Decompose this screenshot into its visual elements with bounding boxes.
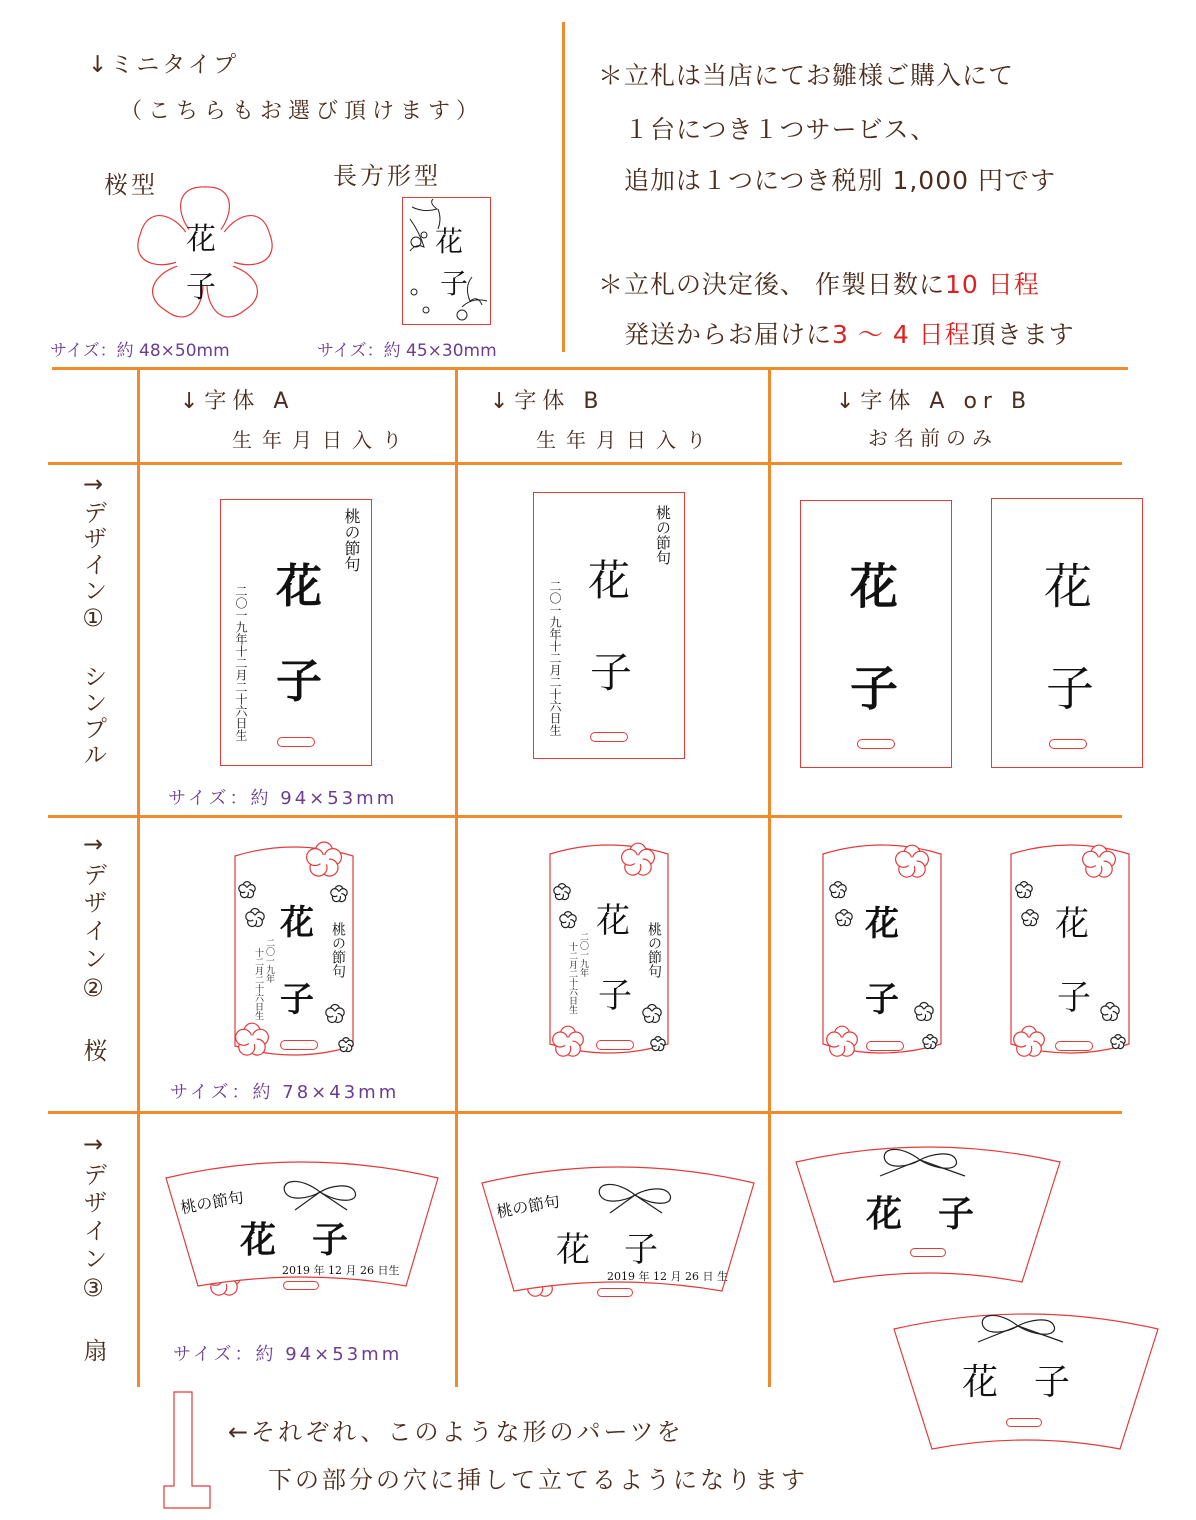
sakura-size: サイズ：約 78×43mm [170,1082,400,1103]
divider-row-2 [48,1111,1122,1114]
simple-a-name-2: 子 [276,654,322,708]
fan-name-b-stand-slot [1006,1418,1042,1427]
sakura-name-a-2: 子 [865,980,899,1020]
simple-size: サイズ：約 94×53mm [168,788,398,809]
simple-name-a-2: 子 [850,661,899,717]
simple-a-stand-slot [277,737,315,747]
sakura-mini-name-1: 花 [186,222,216,257]
sakura-a-birth-2: 十二月二十六日生 [253,948,263,1020]
simple-name-b-1: 花 [1044,559,1093,615]
sakura-a-name-1: 花 [280,903,314,943]
cherry-blossom-icon [828,880,848,900]
stand-note-line-1: ←それぞれ、このような形のパーツを [228,1418,684,1446]
cherry-blossom-icon [244,907,266,929]
sakura-b-birth-2: 十二月二十六日生 [567,942,577,1014]
simple-name-b-stand-slot [1049,739,1087,749]
cherry-blossom-icon [1014,880,1034,900]
fan-a-birthdate: 2019 年 12 月 26 日生 [282,1264,400,1277]
cherry-blossom-icon [913,1001,935,1023]
sakura-name-b-1: 花 [1055,904,1089,944]
rect-type-label: 長方形型 [333,162,441,190]
fan-name-a: 花 子 [866,1193,975,1235]
sakura-b-stand-slot [596,1040,634,1050]
cherry-blossom-icon [1099,1001,1121,1023]
cherry-blossom-icon [834,908,854,928]
cherry-blossom-icon [558,910,578,930]
ribbon-bow-icon [968,1308,1068,1348]
row-label-simple: →デザイン① シンプル [79,470,107,768]
cherry-blossom-icon [329,884,349,904]
column-header-a: ↓字体 A [180,389,295,414]
column-header-b: ↓字体 B [490,389,605,414]
fan-a-occasion: 桃の節句 [179,1187,246,1218]
rect-mini-name-1: 花 [435,225,464,258]
simple-b-stand-slot [590,732,628,742]
rect-mini-name-2: 子 [440,267,469,300]
ribbon-bow-icon [590,1175,680,1215]
simple-b-occasion: 桃の節句 [654,505,672,565]
col-divider-2 [768,369,771,1387]
fan-b-birthdate: 2019 年 12 月 26 日 生 [607,1270,728,1283]
simple-card-name-b [991,498,1143,768]
sakura-b-occasion: 桃の節句 [646,922,662,978]
notice-line-5-prefix: 発送からお届けに [624,320,833,349]
sakura-a-stand-slot [280,1040,318,1050]
simple-b-name-1: 花 [588,556,631,605]
delivery-time-highlight: 3 ～ 4 日程 [832,320,971,349]
notice-line-4-text: ＊立札の決定後、 作製日数に [598,270,945,299]
simple-name-b-2: 子 [1046,661,1095,717]
col-divider-1 [455,369,458,1387]
cherry-blossom-icon [649,1035,667,1053]
simple-b-birthdate: 二〇一九年十二月二十六日生 [548,580,562,736]
cherry-blossom-icon [234,1022,270,1058]
lead-time-highlight: 10 日程 [944,270,1040,299]
sakura-name-b-stand-slot [1055,1041,1093,1051]
fan-a-stand-slot [283,1281,319,1290]
cherry-blossom-icon [641,1003,663,1025]
simple-card-name-a [800,500,952,768]
sakura-mini-name-2: 子 [186,270,216,305]
sakura-b-name-2: 子 [598,976,632,1016]
cherry-blossom-icon [825,1025,859,1059]
column-header-a-sub: 生年月日入り [232,428,412,452]
cherry-blossom-icon [1012,1025,1046,1059]
divider-header-top [52,367,1128,370]
simple-name-a-stand-slot [857,739,895,749]
sakura-a-occasion: 桃の節句 [330,922,346,978]
sakura-type-label: 桜型 [104,171,158,199]
notice-line-4 [598,265,1040,301]
simple-a-name-1: 花 [276,559,322,613]
rect-mini-size: サイズ：約 45×30mm [317,341,497,361]
cherry-blossom-icon [324,1003,346,1025]
cherry-blossom-icon [894,844,930,880]
notice-line-5-suffix: 頂きます [970,320,1075,349]
col-divider-0 [137,369,140,1387]
cherry-blossom-icon [337,1036,355,1054]
mini-subheader: （こちらもお選び頂けます） [120,99,485,124]
simple-b-name-2: 子 [590,648,633,697]
column-header-b-sub: 生年月日入り [536,428,716,452]
column-header-ab-sub: お名前のみ [868,426,998,450]
notice-line-5 [624,315,1075,351]
row-label-fan: →デザイン③ 扇 [79,1130,107,1366]
cherry-blossom-icon [551,1025,585,1059]
cherry-blossom-icon [1109,1033,1127,1051]
sakura-name-b-2: 子 [1057,978,1091,1018]
cherry-blossom-icon [305,841,343,879]
fan-b-occasion: 桃の節句 [495,1191,562,1222]
ribbon-bow-icon [870,1142,970,1182]
simple-a-birthdate: 二〇一九年十二月二十六日生 [234,585,248,741]
sakura-name-a-stand-slot [866,1041,904,1051]
fan-name-b: 花 子 [962,1362,1071,1403]
sakura-mini-size: サイズ：約 48×50mm [50,341,230,361]
cherry-blossom-icon [552,882,572,902]
fan-a-name: 花 子 [240,1219,349,1261]
stand-part-icon [160,1390,220,1512]
cherry-blossom-icon [237,880,257,900]
sakura-a-name-2: 子 [280,980,314,1020]
sakura-a-birth-1: 二〇一九年 [264,938,274,983]
stand-note-line-2: 下の部分の穴に挿して立てるようになります [268,1466,808,1494]
divider-header-bottom [48,462,1122,465]
column-header-ab: ↓字体 A or B [836,389,1033,414]
sakura-b-birth-1: 二〇一九年 [578,932,588,977]
cherry-blossom-icon [1081,844,1117,880]
sakura-name-a-1: 花 [865,904,899,944]
simple-name-a-1: 花 [850,559,899,615]
cherry-blossom-icon [1020,908,1040,928]
cherry-blossom-icon [921,1033,939,1051]
fan-b-stand-slot [597,1288,633,1297]
simple-a-occasion: 桃の節句 [342,508,361,572]
notice-line-1: ＊立札は当店にてお雛様ご購入にて [598,61,1015,90]
row-label-sakura: →デザイン② 桜 [79,830,107,1066]
fan-name-a-stand-slot [910,1248,946,1257]
sakura-b-name-1: 花 [596,901,630,941]
cherry-blossom-icon [620,842,656,878]
ribbon-decoration-icon [402,197,489,323]
top-divider-vertical [562,22,565,352]
ribbon-bow-icon [275,1172,365,1212]
divider-row-1 [48,815,1122,818]
notice-line-2: １台につき１つサービス、 [624,115,937,144]
notice-line-3: 追加は１つにつき税別 1,000 円です [624,166,1056,195]
fan-b-name: 花 子 [556,1230,658,1270]
mini-header: ↓ミニタイプ [88,52,240,78]
fan-size: サイズ：約 94×53mm [173,1344,403,1365]
